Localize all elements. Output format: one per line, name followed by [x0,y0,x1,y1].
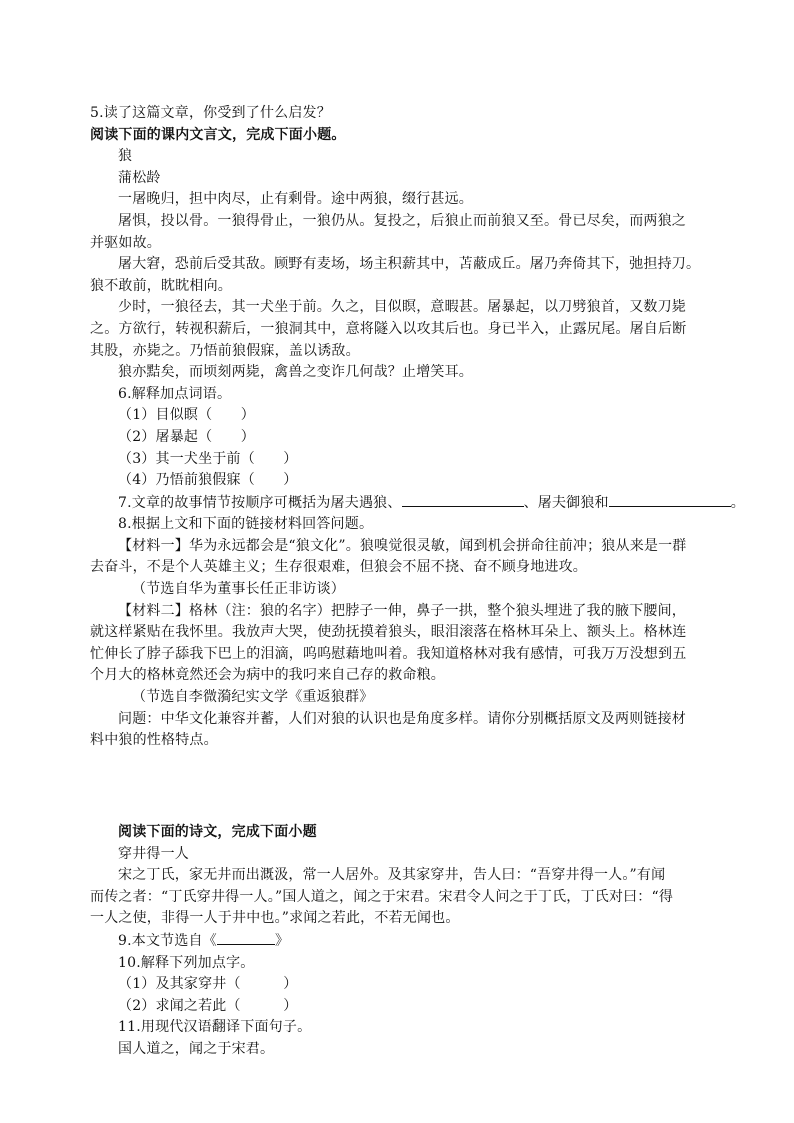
question-6-item-4: （4）乃悟前狼假寐（ ） [118,472,298,489]
material-2-line-1: 【材料二】格林（注：狼的名字）把脖子一伸，鼻子一拱，整个狼头埋进了我的腋下腰间， [118,602,686,619]
answer-blank-7a[interactable] [402,492,524,507]
paragraph-2-line-2: 并驱如故。 [90,234,161,251]
text2-paragraph-line-3: 一人之使，非得一人于井中也。”求闻之若此，不若无闻也。 [90,910,460,927]
question-5: 5.读了这篇文章，你受到了什么启发？ [90,105,331,121]
paragraph-1: 一屠晚归，担中肉尽，止有剩骨。途中两狼，缀行甚远。 [118,191,473,208]
question-7: 7.文章的故事情节按顺序可概括为屠夫遇狼、 、屠夫御狼和 。 [118,492,742,515]
answer-blank-9[interactable] [217,930,275,945]
text2-paragraph-line-1: 宋之丁氏，家无井而出溉汲，常一人居外。及其家穿井，告人曰：“吾穿井得一人。”有闻 [118,867,666,884]
question-6-item-2: （2）屠暴起（ ） [118,428,255,445]
material-1-line-1: 【材料一】华为永远都会是“狼文化”。狼嗅觉很灵敏，闻到机会拼命往前冲；狼从来是一群 [118,537,687,554]
question-10-item-1: （1）及其家穿井（ ） [118,976,298,993]
paragraph-5: 狼亦黠矣，而顷刻两毙，禽兽之变诈几何哉？止增笑耳。 [118,364,473,381]
material-1-line-2: 去奋斗，不是个人英雄主义；生存很艰难，但狼会不屈不挠、奋不顾身地进攻。 [90,559,587,576]
section-2-block [90,822,742,1061]
text2-paragraph-line-2: 而传之者：“丁氏穿井得一人。”国人道之，闻之于宋君。宋君令人问之于丁氏，丁氏对曰：“得 [90,888,674,905]
question-10-item-2: （2）求闻之若此（ ） [118,997,298,1014]
question-6-item-1: （1）目似瞑（ ） [118,407,255,424]
paragraph-4-line-1: 少时，一狼径去，其一犬坐于前。久之，目似瞑，意暇甚。屠暴起，以刀劈狼首，又数刀毙 [118,299,686,316]
material-1-source: （节选自华为董事长任正非访谈） [132,581,345,598]
question-8: 8.根据上文和下面的链接材料回答问题。 [118,516,374,533]
question-5-block [90,103,745,752]
answer-blank-7b[interactable] [609,492,731,507]
question-9: 9.本文节选自《 》 [118,930,742,953]
question-6: 6.解释加点词语。 [118,385,232,402]
section2-heading: 阅读下面的诗文，完成下面小题 [118,824,317,840]
section1-heading: 阅读下面的课内文言文，完成下面小题。 [90,126,346,143]
question-11: 11.用现代汉语翻译下面句子。 [118,1019,312,1036]
paragraph-4-line-3: 其股，亦毙之。乃悟前狼假寐，盖以诱敌。 [90,342,360,359]
material-2-source: （节选自李微漪纪实文学《重返狼群》 [132,689,374,706]
question-8-ask-line-2: 料中狼的性格特点。 [90,732,218,749]
text-title: 狼 [118,148,133,165]
text-author: 蒲松龄 [118,169,161,186]
paragraph-3-line-1: 屠大窘，恐前后受其敌。顾野有麦场，场主积薪其中，苫蔽成丘。屠乃奔倚其下，弛担持刀。 [118,256,701,273]
question-8-ask-line-1: 问题：中华文化兼容并蓄，人们对狼的认识也是角度多样。请你分别概括原文及两则链接材 [118,710,686,727]
paragraph-4-line-2: 之。方欲行，转视积薪后，一狼洞其中，意将隧入以攻其后也。身已半入，止露尻尾。屠自后断 [90,320,687,337]
material-2-line-2: 就这样紧贴在我怀里。我放声大哭，使劲抚摸着狼头，眼泪滚落在格林耳朵上、额头上。格林连 [90,624,687,641]
text2-title: 穿井得一人 [118,845,189,862]
question-10: 10.解释下列加点字。 [118,954,255,971]
paragraph-2-line-1: 屠惧，投以骨。一狼得骨止，一狼仍从。复投之，后狼止而前狼又至。骨已尽矣，而两狼之 [118,212,686,229]
material-2-line-3: 忙伸长了脖子舔我下巴上的泪滴，呜呜慰藉地叫着。我知道格林对我有感情，可我万万没想到五 [90,645,687,662]
question-6-item-3: （3）其一犬坐于前（ ） [118,450,298,467]
paragraph-3-line-2: 狼不敢前，眈眈相向。 [90,277,232,294]
question-11-sentence: 国人道之，闻之于宋君。 [118,1040,275,1057]
material-2-line-4: 个月大的格林竟然还会为病中的我叼来自己存的救命粮。 [90,667,445,684]
